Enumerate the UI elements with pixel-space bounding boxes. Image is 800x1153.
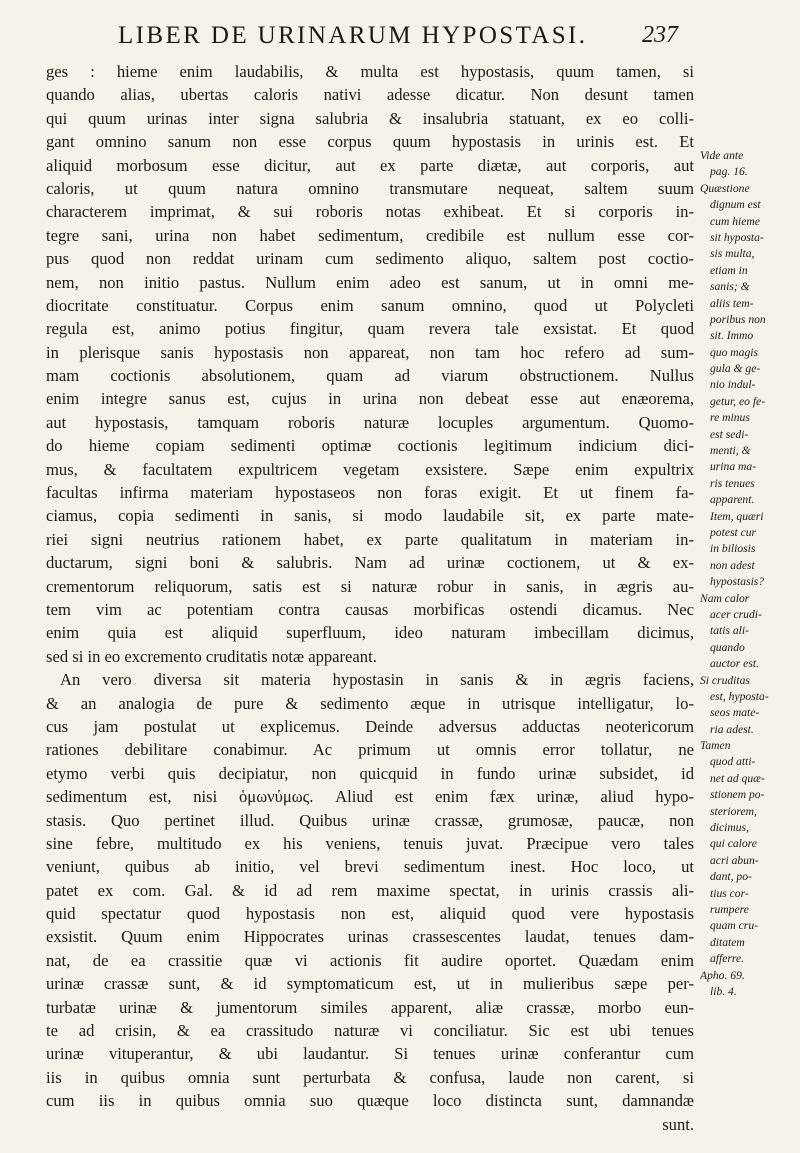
- text-line: te ad crisin, & ea crassitudo naturæ vi conciliatur. Sic est ubi tenues: [46, 1021, 694, 1041]
- margin-note-line: ris tenues: [710, 476, 755, 490]
- text-line: regula est, animo potius fingitur, quam revera tale exsistat. Et quod: [46, 319, 694, 339]
- margin-note-line: quo magis: [710, 345, 758, 359]
- margin-note-line: sis multa,: [710, 247, 755, 261]
- margin-note-line: poribus non: [710, 312, 766, 326]
- margin-note-line: ria adest.: [710, 722, 754, 736]
- margin-note-line: tius cor-: [710, 886, 749, 900]
- text-line: mam coctionis absolutionem, quam ad viarum obstructionem. Nullus: [46, 366, 694, 386]
- margin-note-line: tatis ali-: [710, 624, 749, 638]
- text-line: characterem imprimat, & sui roboris notas exhibeat. Et si corporis in-: [46, 202, 694, 222]
- margin-note-line: auctor est.: [710, 657, 759, 671]
- margin-note-line: potest cur: [710, 525, 757, 539]
- text-line: enim quia est aliquid superfluum, ideo naturam imbecillam dicimus,: [46, 623, 694, 643]
- margin-note-line: Item, quæri: [710, 509, 764, 523]
- margin-note-line: net ad quæ-: [710, 771, 765, 785]
- margin-note-line: sanis; &: [710, 280, 750, 294]
- text-line: nat, de ea crassitie quæ vi actionis fit audire oportet. Quædam enim: [46, 950, 694, 970]
- text-line: cus jam postulat ut explicemus. Deinde adversus adductas neotericorum: [46, 716, 694, 736]
- text-line: exsistit. Quum enim Hippocrates urinas crassescentes laudat, tenues dam-: [46, 927, 694, 947]
- text-line: An vero diversa sit materia hypostasin in sanis & in ægris faciens,: [60, 670, 694, 690]
- margin-note-line: pag. 16.: [710, 165, 748, 179]
- margin-note-line: non adest: [710, 558, 755, 572]
- text-line: ciamus, copia sedimenti in sanis, si modo laudabile sit, ex parte mate-: [46, 506, 694, 526]
- text-line: quid spectatur quod hypostasis non est, aliquid quod vere hypostasis: [46, 904, 694, 924]
- text-line: facultas infirma materiam hypostaseos non foras exigit. Et ut finem fa-: [46, 483, 694, 503]
- marginal-notes: [700, 148, 796, 1000]
- margin-note-line: urina ma-: [710, 460, 757, 474]
- text-line: sunt.: [662, 1114, 694, 1134]
- margin-note-line: qui calore: [710, 837, 757, 851]
- margin-note-line: afferre.: [710, 952, 745, 966]
- text-line: do hieme copiam sedimenti optimæ coctionis legitimum indicium dici-: [46, 436, 694, 456]
- text-line: aut hypostasis, tamquam roboris naturæ locuples argumentum. Quomo-: [46, 412, 694, 432]
- text-line: rationes debilitare conabimur. Ac primum ut omnis error tollatur, ne: [46, 740, 694, 760]
- text-line: qui quum urinas inter signa salubria & insalubria statuant, ex eo colli-: [46, 108, 694, 128]
- margin-note-line: Tamen: [700, 739, 731, 753]
- text-line: caloris, ut quum natura omnino transmutare nequeat, saltem suum: [46, 178, 694, 198]
- text-line: urinæ vituperantur, & ubi laudantur. Si tenues urinæ conferantur cum: [46, 1044, 694, 1064]
- text-line: & an analogia de pure & sedimento æque in utrisque intelligatur, lo-: [46, 693, 694, 713]
- margin-note-line: Vide ante: [700, 149, 744, 162]
- text-line: etymo verbi quis decipiatur, non quicquid in fundo urinæ subsidet, id: [46, 763, 694, 783]
- text-line: tegre sani, urina non habet sedimentum, credibile est nullum esse cor-: [46, 225, 694, 245]
- page-header: [118, 22, 678, 52]
- text-line: urinæ crassæ sunt, & id symptomaticum est, ut in mulieribus sæpe per-: [46, 974, 694, 994]
- margin-note-line: Quæstione: [700, 181, 750, 195]
- margin-note-line: Apho. 69.: [700, 968, 745, 982]
- margin-note-line: est, hyposta-: [710, 689, 769, 703]
- text-line: enim integre sanus est, cujus in urina non debeat esse aut enæorema,: [46, 389, 694, 409]
- margin-note-line: quando: [710, 640, 745, 654]
- text-line: cum iis in quibus omnia suo quæque loco distincta sunt, damnandæ: [46, 1091, 694, 1111]
- text-line: sine febre, multitudo ex his veniens, tenuis juvat. Præcipue vero tales: [46, 833, 694, 853]
- text-line: stasis. Quo pertinet illud. Quibus urinæ crassæ, grumosæ, paucæ, non: [46, 810, 694, 830]
- text-line: pus quod non reddat urinam cum sedimento aliquo, saltem post coctio-: [46, 249, 694, 269]
- margin-note-line: sit hyposta-: [710, 230, 764, 244]
- page-number: 237: [642, 22, 678, 48]
- text-line: quando alias, ubertas caloris nativi adesse dicatur. Non desunt tamen: [46, 85, 694, 105]
- text-line: sed si in eo excremento cruditatis notæ appareant.: [46, 646, 377, 666]
- margin-note-line: aliis tem-: [710, 296, 754, 310]
- margin-note-line: quam cru-: [710, 919, 758, 933]
- text-line: tem vim ac potentiam contra causas morbificas ostendi dicamus. Nec: [46, 599, 694, 619]
- margin-note-line: stionem po-: [710, 788, 765, 802]
- margin-note-line: nio indul-: [710, 378, 756, 392]
- body-text: [46, 60, 694, 1136]
- margin-note-line: acer crudi-: [710, 607, 762, 621]
- margin-note-line: dicimus,: [710, 821, 749, 835]
- margin-note-line: rumpere: [710, 902, 749, 916]
- margin-note-line: est sedi-: [710, 427, 749, 441]
- text-line: patet ex com. Gal. & id ad rem maxime spectat, in urinis crassis ali-: [46, 880, 694, 900]
- text-line: mus, & facultatem expultricem vegetam exsistere. Sæpe enim expultrix: [46, 459, 694, 479]
- text-line: in plerisque sanis hypostasis non appareat, non tam hoc refero ad sum-: [46, 342, 694, 362]
- margin-note-line: hypostasis?: [710, 575, 765, 589]
- text-line: sedimentum est, nisi ὁμωνύμως. Aliud est enim fæx urinæ, aliud hypo-: [46, 787, 694, 807]
- text-line: gant omnino sanum non esse corpus quum hypostasis in urinis est. Et: [46, 132, 694, 152]
- margin-note-line: sit. Immo: [710, 329, 754, 343]
- margin-note-line: re minus: [710, 411, 750, 425]
- margin-note-line: steriorem,: [710, 804, 757, 818]
- margin-note-line: gula & ge-: [710, 362, 761, 376]
- margin-note-line: getur, eo fe-: [710, 394, 766, 408]
- text-line: aliquid morbosum esse dicitur, aut ex parte diætæ, aut corporis, aut: [46, 155, 694, 175]
- margin-note-line: ditatem: [710, 935, 745, 949]
- text-line: nem, non initio pastus. Nullum enim adeo est sanum, ut in omni me-: [46, 272, 694, 292]
- text-line: diocritate constituatur. Corpus enim sanum omnino, quod ut Polycleti: [46, 295, 694, 315]
- margin-note-line: etiam in: [710, 263, 748, 277]
- margin-note-line: cum hieme: [710, 214, 760, 228]
- text-line: iis in quibus omnia sunt perturbata & confusa, laude non carent, si: [46, 1067, 694, 1087]
- margin-note-line: menti, &: [710, 444, 751, 458]
- text-line: riei signi neutrius rationem habet, ex parte qualitatum in materiam in-: [46, 529, 694, 549]
- margin-note-line: in biliosis: [710, 542, 756, 556]
- margin-note-line: apparent.: [710, 493, 755, 507]
- margin-note-line: Nam calor: [700, 591, 750, 605]
- margin-note-line: dant, po-: [710, 870, 752, 884]
- text-line: ductarum, signi boni & salubris. Nam ad urinæ coctionem, ut & ex-: [46, 553, 694, 573]
- margin-note-line: acri abun-: [710, 853, 759, 867]
- text-line: veniunt, quibus ab initio, vel brevi sedimentum inest. Hoc loco, ut: [46, 857, 694, 877]
- margin-note-line: lib. 4.: [710, 984, 737, 998]
- margin-note-line: quod atti-: [710, 755, 756, 769]
- running-head: LIBER DE URINARUM HYPOSTASI.: [118, 22, 588, 49]
- margin-note-line: dignum est: [710, 198, 761, 212]
- margin-note-line: seos mate-: [710, 706, 760, 720]
- text-line: crementorum reliquorum, satis est si naturæ robur in sanis, in ægris au-: [46, 576, 694, 596]
- text-line: turbatæ urinæ & jumentorum similes apparent, aliæ crassæ, morbo eun-: [46, 997, 694, 1017]
- text-line: ges : hieme enim laudabilis, & multa est hypostasis, quum tamen, si: [46, 62, 694, 81]
- margin-note-line: Si cruditas: [700, 673, 750, 687]
